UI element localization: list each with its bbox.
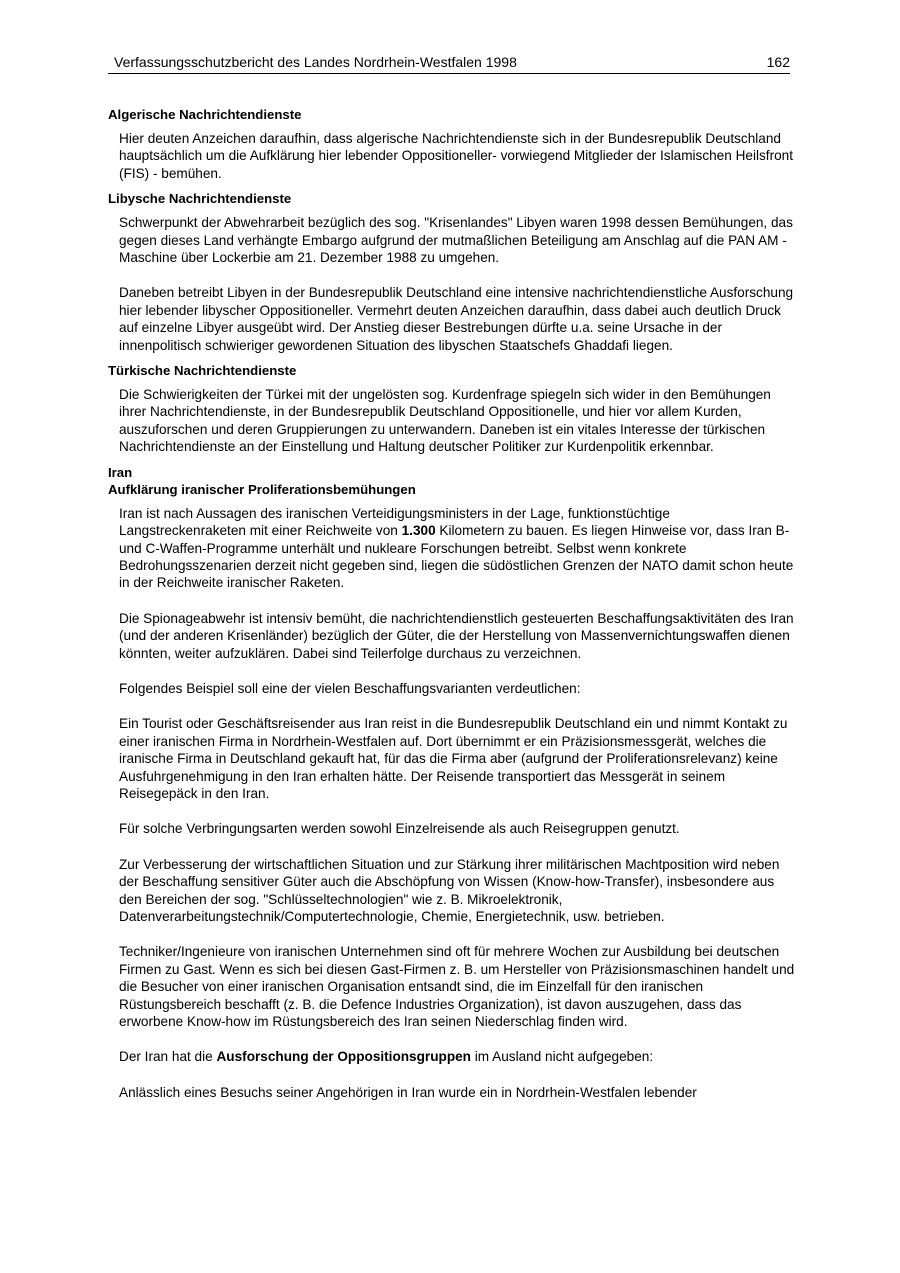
- subheading-proliferation: Aufklärung iranischer Proliferationsbemühungen: [108, 481, 416, 497]
- paragraph-tuerkei-1: Die Schwierigkeiten der Türkei mit der ungelösten sog. Kurdenfrage spiegeln sich wider in den Bemühungen ihrer Nachrichtendienste, in der Bundesrepublik Deutschland Oppositionelle, und hier vor allem Kurden, auszuforschen und deren Gruppierungen zu unterwandern. Daneben ist ein vitales Interesse der türkischen Nachrichtendienste an der Einstellung und Haltung deutscher Politiker zur Kurdenpolitik erkennbar.: [119, 387, 771, 455]
- heading-tuerkische-nachrichtendienste: Türkische Nachrichtendienste: [108, 363, 297, 379]
- paragraph-iran-8-text-b: im Ausland nicht aufgegeben:: [471, 1049, 654, 1065]
- paragraph-iran-3: Folgendes Beispiel soll eine der vielen Beschaffungsvarianten verdeutlichen:: [119, 680, 581, 696]
- paragraph-iran-1-text-b: Kilometern zu bauen. Es liegen Hinweise vor, dass Iran B- und C-Waffen-Programme unterhält und nukleare Forschungen betreibt. Selbst wenn konkrete Bedrohungsszenarien derzeit nicht gegeben sind, liegen die südöstlichen Grenzen der NATO damit schon heute in der Reichweite iranischer Raketen.: [119, 523, 794, 591]
- paragraph-iran-5: Für solche Verbringungsarten werden sowohl Einzelreisende als auch Reisegruppen genutzt.: [119, 821, 680, 837]
- paragraph-iran-9: Anlässlich eines Besuchs seiner Angehörigen in Iran wurde ein in Nordrhein-Westfalen lebender: [119, 1084, 697, 1100]
- paragraph-iran-1: [119, 505, 798, 592]
- paragraph-libyen-2: Daneben betreibt Libyen in der Bundesrepublik Deutschland eine intensive nachrichtendienstliche Ausforschung hier lebender libyscher Oppositioneller. Vermehrt deuten Anzeichen daraufhin, dass dabei auch deutlich Druck auf einzelne Libyer ausgeübt wird. Der Anstieg dieser Bestrebungen dürfte u.a. seine Ursache in der innenpolitisch schwieriger gewordenen Situation des libyschen Staatschefs Ghaddafi liegen.: [119, 285, 794, 353]
- paragraph-iran-8-text-a: Der Iran hat die: [119, 1049, 217, 1065]
- heading-algerische-nachrichtendienste: Algerische Nachrichtendienste: [108, 107, 302, 122]
- paragraph-algerien-1: Hier deuten Anzeichen daraufhin, dass algerische Nachrichtendienste sich in der Bundesrepublik Deutschland hauptsächlich um die Aufklärung hier lebender Oppositioneller- vorwiegend Mitglieder der Islamischen Heilsfront (FIS) - bemühen.: [119, 131, 793, 181]
- paragraph-iran-4: Ein Tourist oder Geschäftsreisender aus Iran reist in die Bundesrepublik Deutschland ein und nimmt Kontakt zu einer iranischen Firma in Nordrhein-Westfalen auf. Dort übernimmt er ein Präzisionsmessgerät, welches die iranische Firma in Deutschland gekauft hat, für das die Firma aber (aufgrund der Proliferationsrelevanz) keine Ausfuhrgenehmigung in den Iran erhalten hätte. Der Reisende transportiert das Messgerät in seinem Reisegepäck in den Iran.: [119, 716, 788, 801]
- document-body: [108, 106, 798, 1101]
- page-header: [108, 52, 790, 74]
- emphasis-oppositionsgruppen: Ausforschung der Oppositionsgruppen: [216, 1049, 471, 1065]
- heading-libysche-nachrichtendienste: Libysche Nachrichtendienste: [108, 191, 292, 207]
- paragraph-iran-1-text-a: Iran ist nach Aussagen des iranischen Verteidigungsministers in der Lage, funktionstüchtige Langstreckenraketen mit einer Reichweite von: [119, 505, 670, 539]
- paragraph-iran-6: Zur Verbesserung der wirtschaftlichen Situation und zur Stärkung ihrer militärischen Machtposition wird neben der Beschaffung sensitiver Güter auch die Abschöpfung von Wissen (Know-how-Transfer), insbesondere aus den Bereichen der sog. "Schlüsseltechnologien" wie z. B. Mikroelektronik, Datenverarbeitungstechnik/Computertechnologie, Chemie, Energietechnik, usw. betrieben.: [119, 856, 780, 924]
- page-number: 162: [766, 54, 790, 70]
- paragraph-iran-7: Techniker/Ingenieure von iranischen Unternehmen sind oft für mehrere Wochen zur Ausbildung bei deutschen Firmen zu Gast. Wenn es sich bei diesen Gast-Firmen z. B. um Hersteller von Präzisionsmaschinen handelt und die Besucher von einer iranischen Organisation entsandt sind, die im Einzelfall für den iranischen Rüstungsbereich beschafft (z. B. die Defence Industries Organization), ist davon auszugehen, dass das erworbene Know-how im Rüstungsbereich des Iran seinen Niederschlag finden wird.: [119, 944, 795, 1030]
- paragraph-iran-2: Die Spionageabwehr ist intensiv bemüht, die nachrichtendienstlich gesteuerten Beschaffungsaktivitäten des Iran (und der anderen Krisenländer) bezüglich der Güter, die der Herstellung von Massenvernichtungswaffen dienen könnten, weiter aufzuklären. Dabei sind Teilerfolge durchaus zu verzeichnen.: [119, 610, 794, 661]
- paragraph-iran-8: [119, 1048, 798, 1065]
- heading-iran: Iran: [108, 464, 133, 480]
- header-title: Verfassungsschutzbericht des Landes Nordrhein-Westfalen 1998: [114, 54, 517, 70]
- range-value: 1.300: [401, 523, 436, 539]
- paragraph-libyen-1: Schwerpunkt der Abwehrarbeit bezüglich des sog. "Krisenlandes" Libyen waren 1998 dessen Bemühungen, das gegen dieses Land verhängte Embargo aufgrund der mutmaßlichen Beteiligung am Anschlag auf die PAN AM - Maschine über Lockerbie am 21. Dezember 1988 zu umgehen.: [119, 215, 793, 266]
